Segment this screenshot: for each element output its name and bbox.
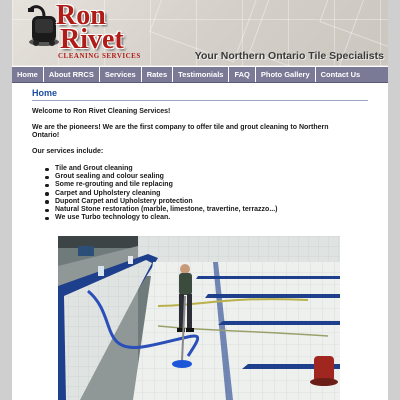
site-tagline: Your Northern Ontario Tile Specialists — [194, 50, 384, 62]
services-intro: Our services include: — [32, 148, 104, 155]
main-content — [12, 83, 388, 222]
list-item: Tile and Grout cleaning — [45, 165, 368, 173]
site-header — [12, 0, 388, 66]
logo-line-2: Rivet — [60, 24, 124, 55]
welcome-text: Welcome to Ron Rivet Cleaning Services! — [32, 108, 171, 115]
nav-services[interactable]: Services — [100, 67, 142, 82]
services-list — [45, 165, 368, 222]
list-item: Dupont Carpet and Upholstery protection — [45, 198, 368, 206]
list-item: Carpet and Upholstery cleaning — [45, 190, 368, 198]
pool-cleaning-photo — [58, 236, 340, 400]
logo-line-1: Ron — [56, 0, 106, 31]
main-nav — [12, 66, 388, 83]
nav-faq[interactable]: FAQ — [229, 67, 255, 82]
nav-rates[interactable]: Rates — [142, 67, 173, 82]
logo-subtitle: CLEANING SERVICES — [58, 52, 141, 60]
nav-about[interactable]: About RRCS — [44, 67, 100, 82]
list-item: We use Turbo technology to clean. — [45, 214, 368, 222]
list-item: Some re-grouting and tile replacing — [45, 181, 368, 189]
logo-text[interactable] — [56, 0, 124, 55]
nav-testimonials[interactable]: Testimonials — [173, 67, 229, 82]
list-item: Natural Stone restoration (marble, limestone, travertine, terrazzo...) — [45, 206, 368, 214]
page-title: Home — [32, 88, 368, 101]
list-item: Grout sealing and colour sealing — [45, 173, 368, 181]
nav-contact[interactable]: Contact Us — [320, 70, 361, 79]
nav-home[interactable]: Home — [12, 67, 44, 82]
nav-photo-gallery[interactable]: Photo Gallery — [256, 67, 316, 82]
page-container — [12, 0, 388, 400]
pioneers-text: We are the pioneers! We are the first company to offer tile and grout cleaning to Northern Ontario! — [32, 124, 329, 139]
